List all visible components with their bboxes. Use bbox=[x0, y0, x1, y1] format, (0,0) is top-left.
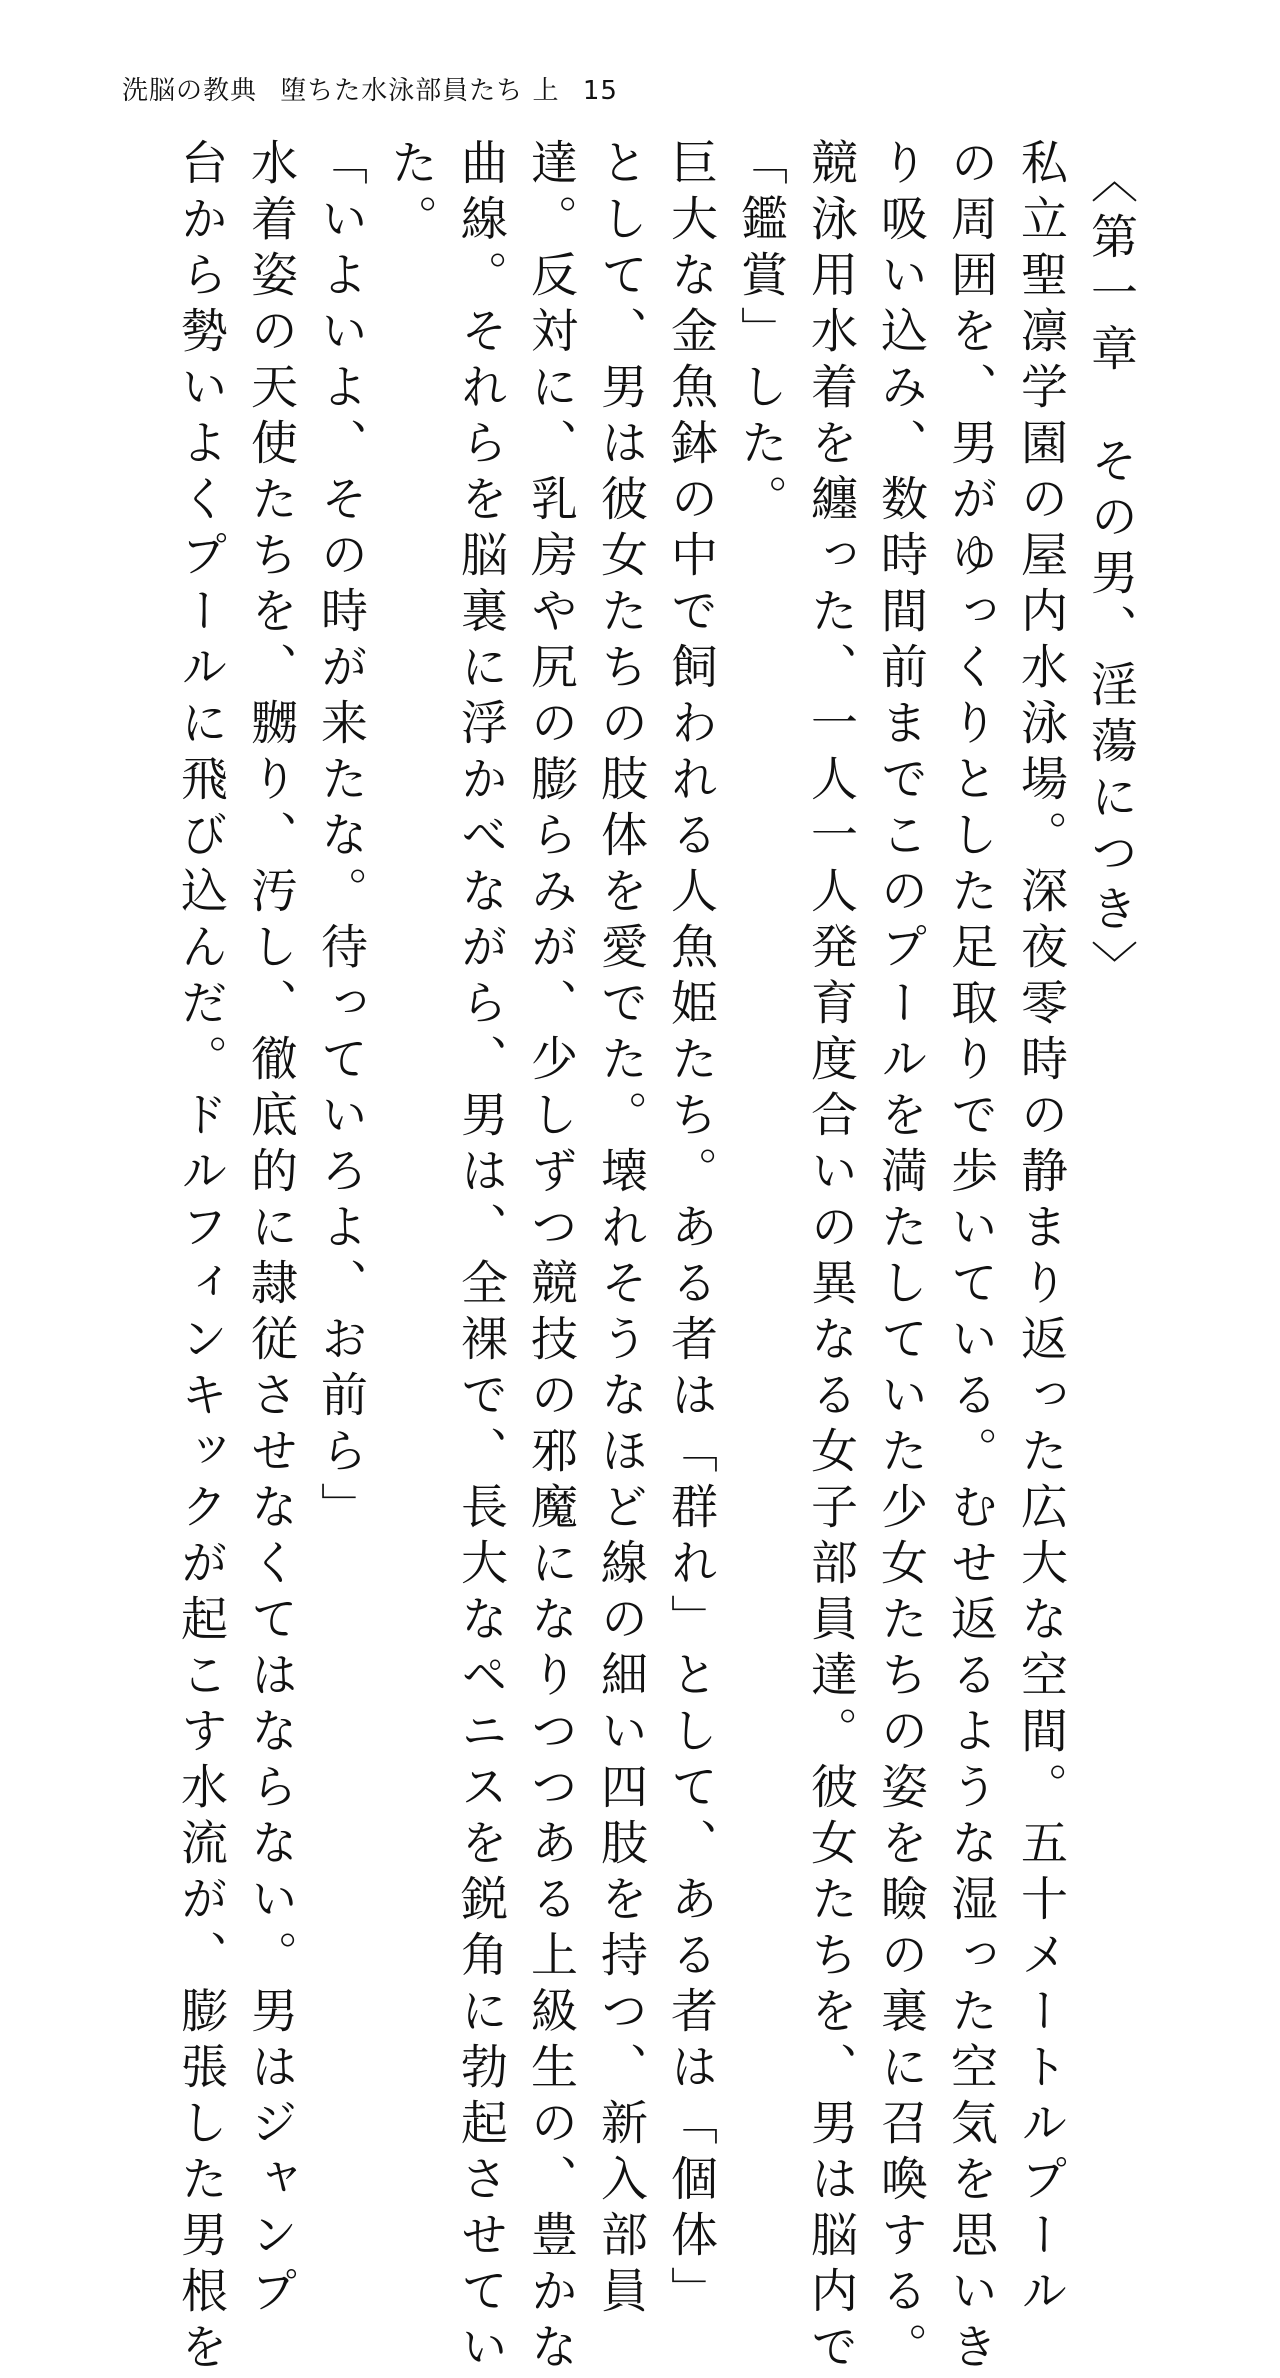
vertical-body-text bbox=[165, 138, 1145, 2378]
text-line: り吸い込み、数時間前までこのプールを満たしていた少女たちの姿を瞼の裏に召喚する。 bbox=[873, 138, 928, 2378]
text-line: 水着姿の天使たちを、嬲り、汚し、徹底的に隷従させなくてはならない。男はジャンプ bbox=[243, 138, 298, 2322]
text-line: として、男は彼女たちの肢体を愛でた。壊れそうなほど線の細い四肢を持つ、新入部員 bbox=[593, 138, 648, 2322]
running-header bbox=[122, 70, 632, 107]
text-line: 「鑑賞」した。 bbox=[733, 138, 788, 530]
text-line: 曲線。それらを脳裏に浮かべながら、男は、全裸で、長大なペニスを鋭角に勃起させてい bbox=[453, 138, 508, 2378]
page-number: 15 bbox=[582, 76, 618, 106]
chapter-heading: 〈第一章 その男、淫蕩につき〉 bbox=[1083, 156, 1138, 996]
text-line: の周囲を、男がゆっくりとした足取りで歩いている。むせ返るような湿った空気を思いき bbox=[943, 138, 998, 2378]
text-line: 私立聖凛学園の屋内水泳場。深夜零時の静まり返った広大な空間。五十メートルプール bbox=[1013, 138, 1068, 2322]
text-line: 台から勢いよくプールに飛び込んだ。ドルフィンキックが起こす水流が、膨張した男根を bbox=[173, 138, 228, 2378]
text-line: 達。反対に、乳房や尻の膨らみが、少しずつ競技の邪魔になりつつある上級生の、豊かな bbox=[523, 138, 578, 2378]
book-subtitle: 堕ちた水泳部員たち 上 bbox=[280, 76, 560, 106]
text-line: 巨大な金魚鉢の中で飼われる人魚姫たち。ある者は「群れ」として、ある者は「個体」 bbox=[663, 138, 718, 2322]
dialogue-line: 「いよいよ、その時が来たな。待っていろよ、お前ら」 bbox=[313, 138, 368, 1538]
text-line: 競泳用水着を纏った、一人一人発育度合いの異なる女子部員達。彼女たちを、男は脳内で bbox=[803, 138, 858, 2378]
book-title: 洗脳の教典 bbox=[122, 76, 258, 106]
text-line: た。 bbox=[383, 138, 438, 250]
